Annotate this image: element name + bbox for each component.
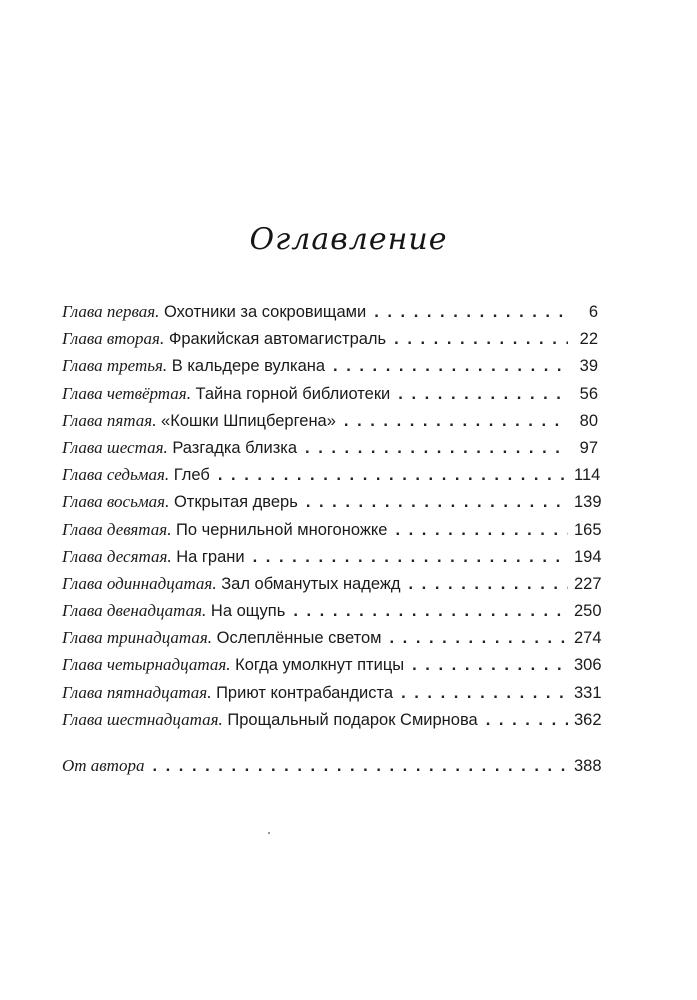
chapter-page-number: 39 <box>579 357 598 376</box>
dot-leader <box>333 357 568 376</box>
dot-leader <box>394 330 568 349</box>
dot-leader <box>412 656 568 675</box>
chapter-title: Глеб <box>173 466 210 485</box>
chapter-label: Глава третья. <box>62 356 168 376</box>
dot-leader <box>344 412 568 431</box>
author-note-label: От автора <box>62 756 145 775</box>
page-title: Оглавление <box>249 222 448 257</box>
chapter-page-number: 114 <box>574 466 601 485</box>
dot-leader <box>306 493 568 512</box>
toc-row[interactable] <box>62 601 602 628</box>
toc-row[interactable] <box>62 465 601 492</box>
chapter-title: Открытая дверь <box>173 493 298 512</box>
toc-row[interactable] <box>62 356 598 383</box>
toc-row[interactable] <box>62 546 602 574</box>
toc-row[interactable] <box>62 709 602 737</box>
toc-row[interactable] <box>62 628 602 655</box>
chapter-label: Глава восьмая. <box>62 492 170 512</box>
toc-row[interactable] <box>62 492 602 519</box>
chapter-title: Тайна горной библиотеки <box>195 384 391 403</box>
author-note-entry <box>62 756 602 783</box>
toc-row[interactable] <box>62 756 602 783</box>
dot-leader <box>305 439 568 458</box>
chapter-page-number: 250 <box>574 602 602 621</box>
chapter-page-number: 362 <box>574 710 602 729</box>
chapter-title: Зал обманутых надежд <box>221 574 401 593</box>
chapter-label: Глава десятая. <box>62 546 172 566</box>
dot-leader <box>374 303 568 322</box>
chapter-page-number: 80 <box>579 411 598 430</box>
chapter-label: Глава двенадцатая. <box>62 601 207 621</box>
dot-leader <box>293 602 568 621</box>
toc-row[interactable] <box>62 519 602 547</box>
toc-row[interactable] <box>62 655 602 682</box>
chapter-label: Глава шестнадцатая. <box>62 709 223 729</box>
chapter-label: Глава четырнадцатая. <box>62 655 231 675</box>
table-of-contents <box>62 302 602 737</box>
toc-row[interactable] <box>62 682 602 710</box>
dot-leader <box>152 757 568 776</box>
chapter-page-number: 227 <box>574 574 602 593</box>
chapter-label: Глава седьмая. <box>62 465 170 485</box>
chapter-page-number: 274 <box>574 629 602 648</box>
chapter-label: Глава четвёртая. <box>62 383 191 403</box>
chapter-label: Глава пятая. <box>62 410 157 430</box>
dot-leader <box>389 629 568 648</box>
dot-leader <box>486 711 568 730</box>
chapter-label: Глава шестая. <box>62 437 168 457</box>
toc-row[interactable] <box>62 411 598 438</box>
chapter-title: Охотники за сокровищами <box>163 303 367 321</box>
chapter-title: По чернильной многоножке <box>176 520 388 539</box>
chapter-page-number: 6 <box>588 303 598 321</box>
dot-leader <box>253 548 568 567</box>
dot-leader <box>218 466 568 485</box>
toc-row[interactable] <box>62 573 602 601</box>
chapter-title: В кальдере вулкана <box>171 357 326 376</box>
toc-row[interactable] <box>62 438 598 465</box>
chapter-page-number: 22 <box>579 330 598 349</box>
author-note-page-number: 388 <box>574 757 602 775</box>
chapter-page-number: 56 <box>579 384 598 403</box>
chapter-page-number: 139 <box>574 493 602 512</box>
chapter-title: Фракийская автомагистраль <box>168 330 387 349</box>
chapter-page-number: 306 <box>574 656 602 675</box>
chapter-label: Глава первая. <box>62 302 160 321</box>
print-speck <box>268 832 270 834</box>
toc-row[interactable] <box>62 384 598 411</box>
chapter-label: Глава одиннадцатая. <box>62 573 217 593</box>
chapter-title: Ослеплённые светом <box>216 629 382 648</box>
chapter-page-number: 331 <box>574 683 602 702</box>
chapter-title: Когда умолкнут птицы <box>235 656 405 675</box>
toc-row[interactable] <box>62 302 598 329</box>
dot-leader <box>398 385 568 404</box>
dot-leader <box>401 684 568 703</box>
chapter-title: Прощальный подарок Смирнова <box>227 710 478 729</box>
chapter-title: «Кошки Шпицбергена» <box>161 411 336 430</box>
dot-leader <box>395 521 568 540</box>
chapter-label: Глава тринадцатая. <box>62 628 213 648</box>
chapter-title: На ощупь <box>210 602 286 621</box>
chapter-page-number: 97 <box>579 438 598 457</box>
chapter-page-number: 165 <box>574 520 602 539</box>
toc-row[interactable] <box>62 329 598 356</box>
dot-leader <box>409 575 568 594</box>
chapter-label: Глава вторая. <box>62 329 165 349</box>
chapter-title: На грани <box>176 547 245 566</box>
chapter-page-number: 194 <box>574 547 602 566</box>
chapter-label: Глава пятнадцатая. <box>62 682 212 702</box>
chapter-title: Приют контрабандиста <box>216 683 394 702</box>
chapter-label: Глава девятая. <box>62 519 172 539</box>
chapter-title: Разгадка близка <box>172 438 298 457</box>
